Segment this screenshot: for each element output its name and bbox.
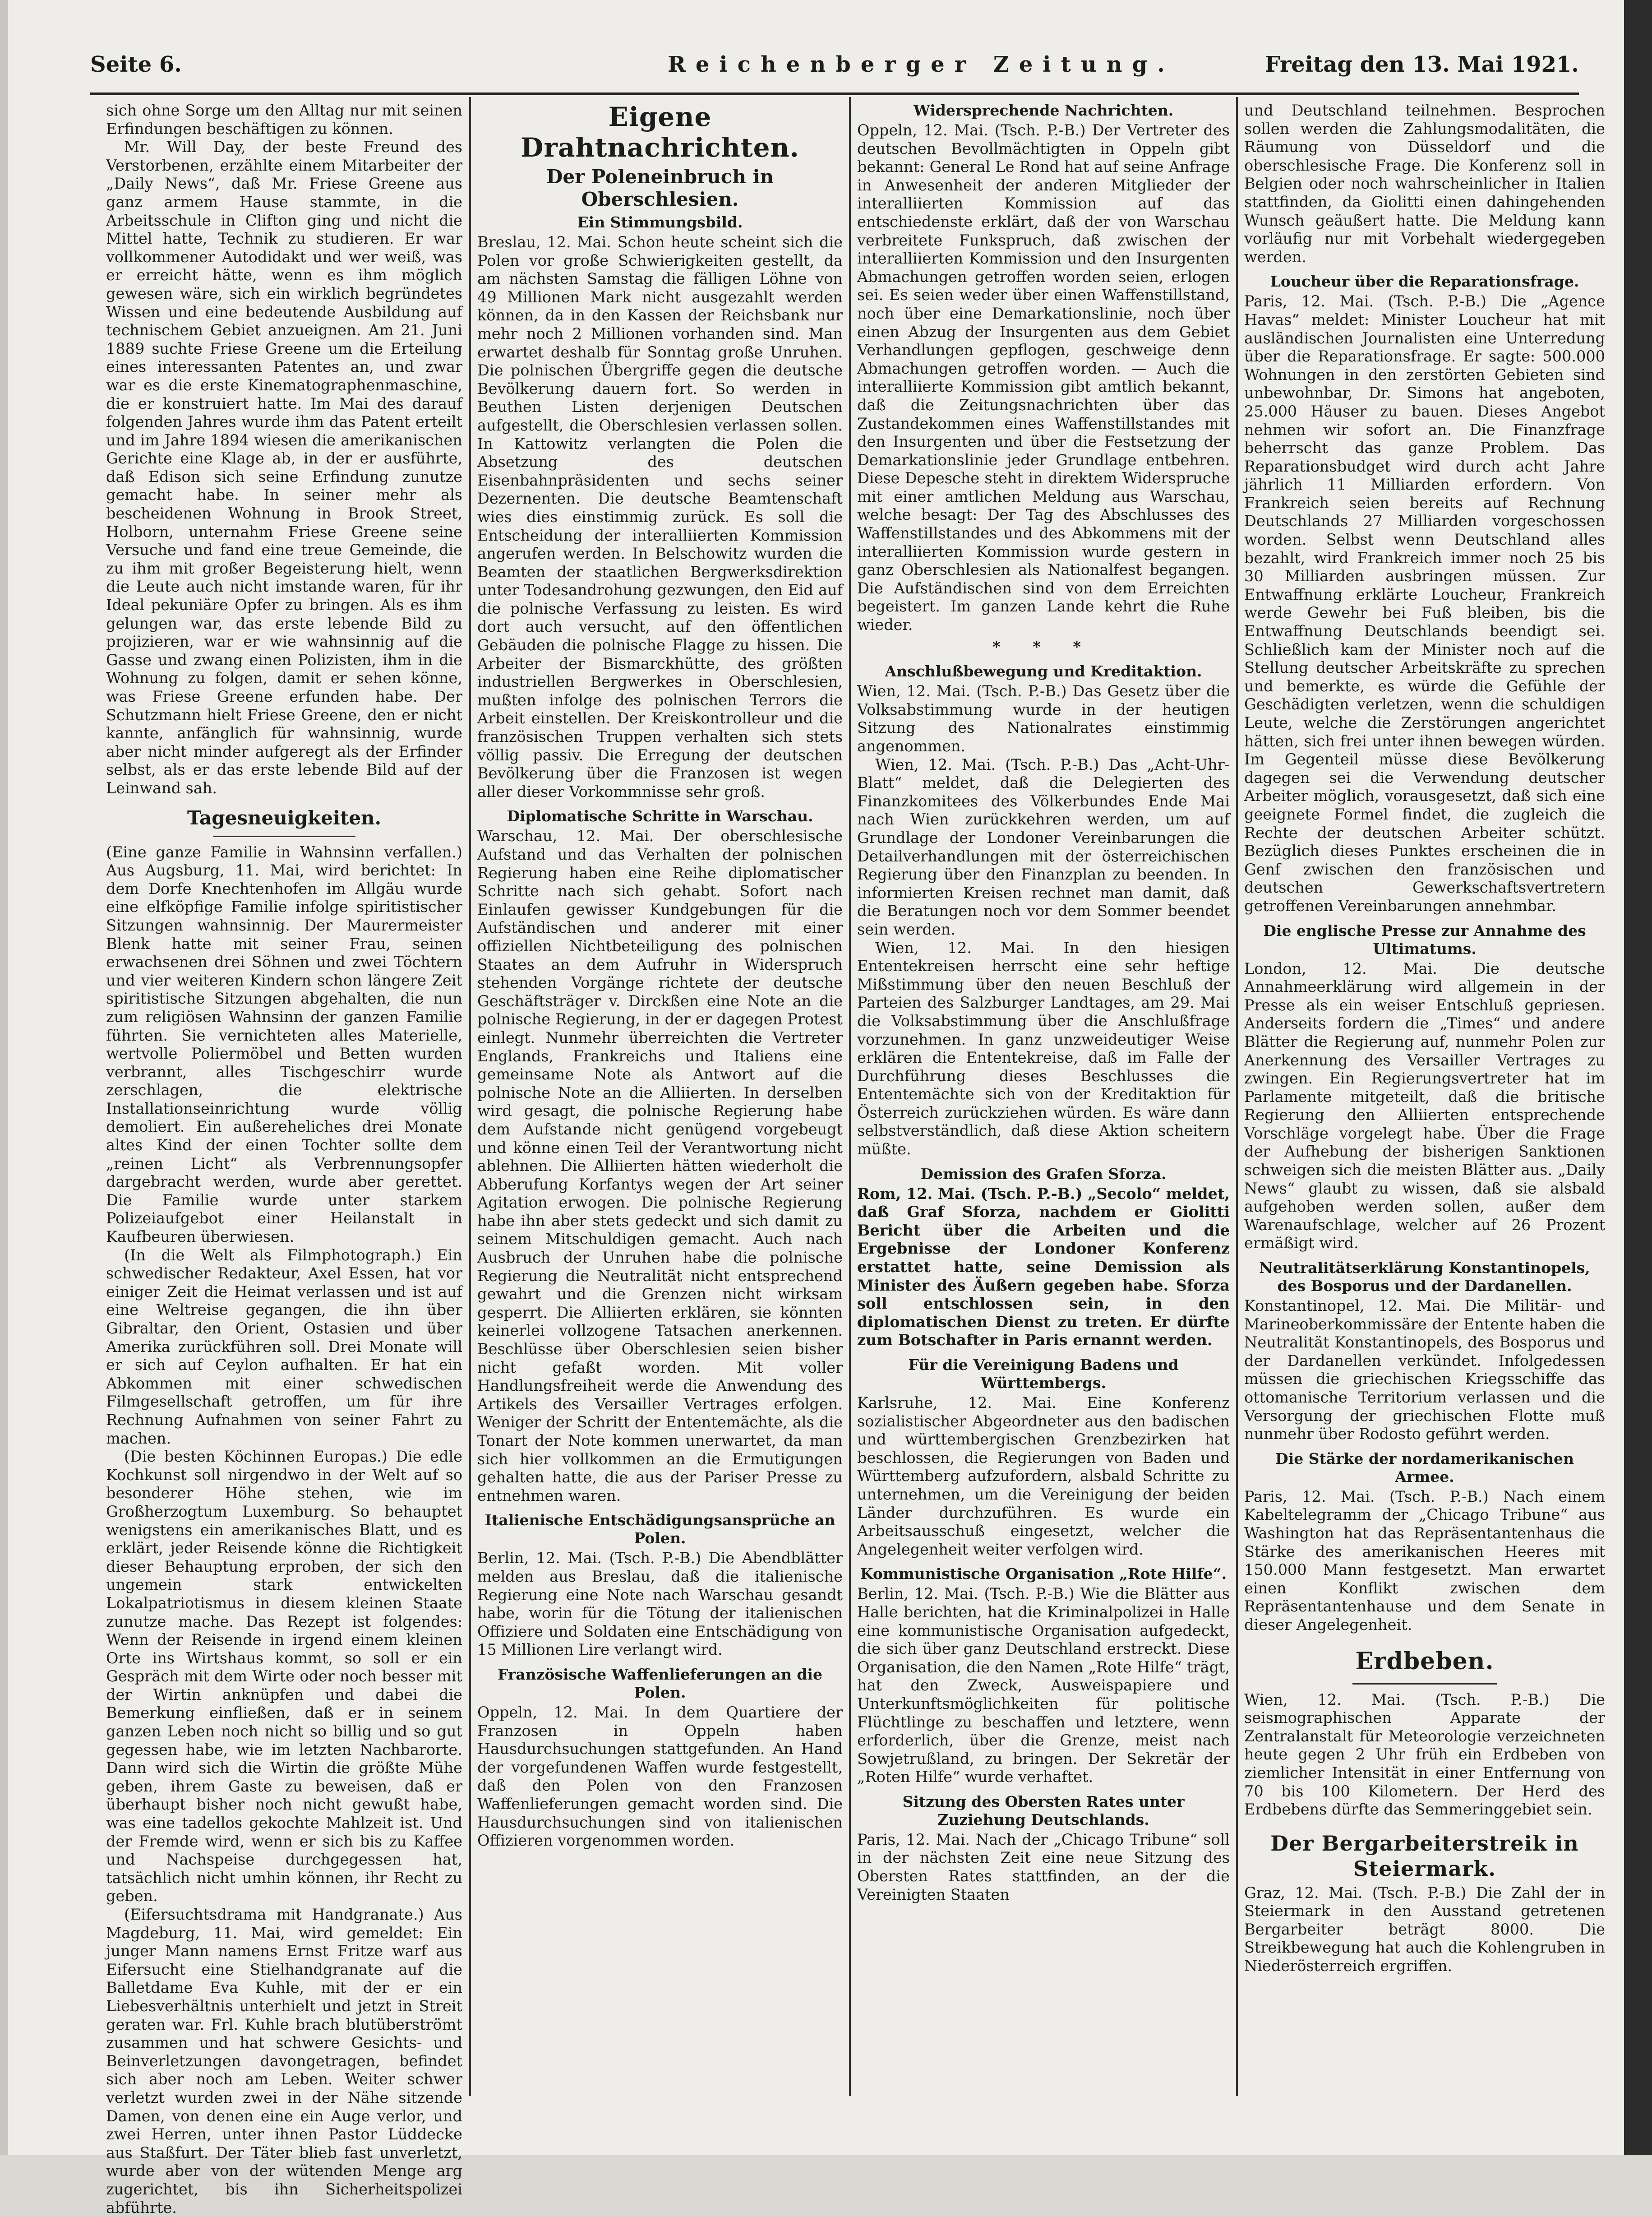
newspaper-title: Reichenberger Zeitung. (668, 52, 1175, 77)
article-text: (Eine ganze Familie in Wahnsinn verfallen.) Aus Augsburg, 11. Mai, wird berichtet: In dem Dorfe Knechtenhofen im Allgäu wurde eine elfköpfige Familie infolge spiritistischer Sitzungen wahnsinnig. Der Maurermeister Blenk hatte mit seiner Frau, seinen erwachsenen drei Söhnen und zwei Töchtern und vier weiteren Kindern schon längere Zeit spiritistische Sitzungen abgehalten, die nun zum religiösen Wahnsinn der ganzen Familie führten. Sie vernichteten alles Materielle, wertvolle Poliermöbel und Betten wurden verbrannt, alles Tischgeschirr wurde zerschlagen, die elektrische Installationseinrichtung wurde völlig demoliert. Ein außereheliches drei Monate altes Kind der einen Tochter sollte dem „reinen Licht“ als Verbrennungsopfer dargebracht werden, wurde aber gerettet. Die Familie wurde unter starkem Polizeiaufgebot einer Heilanstalt in Kaufbeuren überwiesen. (106, 843, 462, 1246)
article-headline: Die Stärke der nordamerikanischen Armee. (1275, 1449, 1574, 1486)
separator-stars: * * * (992, 638, 1094, 656)
article-text: Oppeln, 12. Mai. (Tsch. P.-B.) Der Vertreter des deutschen Bevollmächtigten in Oppeln gibt bekannt: General Le Rond hat auf seine Anfrage in Anwesenheit der anderen Mitglieder der interalliierten Kommission auf das entschiedenste erklärt, daß der von Warschau verbreitete Funkspruch, daß zwischen der interalliierten Kommission und den Insurgenten Abmachungen getroffen worden seien, erlogen sei. Es seien weder über einen Waffenstillstand, noch über eine Demarkationslinie, noch über einen Abzug der Insurgenten aus dem Gebiet Verhandlungen gepflogen, geschweige denn Abmachungen getroffen worden. — Auch die interalliierte Kommission gibt amtlich bekannt, daß die Zeitungsnachrichten über das Zustandekommen eines Waffenstillstandes mit den Insurgenten und über die Festsetzung der Demarkationslinie jeder Grundlage entbehren. Diese Depesche steht in direktem Widerspruche mit einer amtlichen Meldung aus Warschau, welche besagt: Der Tag des Abschlusses des Waffenstillstandes und des Abkommens mit der interalliierten Kommission wurde gestern in ganz Oberschlesien als Nationalfest begangen. Die Aufständischen sind von dem Erreichten begeistert. Im ganzen Lande kehrt die Ruhe wieder. (857, 121, 1230, 634)
article-text: Mr. Will Day, der beste Freund des Verstorbenen, erzählte einem Mitarbeiter der „Daily News“, daß Mr. Friese Greene aus ganz armem Hause stammte, in die Arbeitsschule in Clifton ging und nicht die Mittel hatte, Technik zu studieren. Er war vollkommener Autodidakt und wer weiß, was er erreicht hätte, wenn es ihm möglich gewesen wäre, sich ein wirklich begründetes Wissen und eine bedeutende Ausbildung auf technischem Gebiet anzueignen. Am 21. Juni 1889 suchte Friese Greene um die Erteilung eines interessanten Patentes an, und zwar war es die erste Kinematographenmaschine, die er konstruiert hatte. Im Mai des darauf folgenden Jahres wurde ihm das Patent erteilt und im Jahre 1894 wiesen die amerikanischen Gerichte eine Klage ab, in der er ausführte, daß Edison sich seine Erfindung zunutze gemacht habe. In seiner mehr als bescheidenen Wohnung in Brook Street, Holborn, unternahm Friese Greene seine Versuche und fand eine treue Gemeinde, die zu ihm mit großer Begeisterung hielt, wenn die Leute auch nicht imstande waren, für ihr Ideal pekuniäre Opfer zu bringen. Als es ihm gelungen war, das erste lebende Bild zu projizieren, war er wie wahnsinnig auf die Gasse und zwang einen Polizisten, ihm in die Wohnung zu folgen, damit er sehen könne, was Friese Greene erfunden habe. Der Schutzmann hielt Friese Greene, den er nicht kannte, anfänglich für wahnsinnig, wurde aber nicht minder aufgeregt als der Erfinder selbst, als er das erste lebende Bild auf der Leinwand sah. (106, 138, 462, 797)
column-2 (477, 102, 843, 2092)
article-text: Warschau, 12. Mai. Der oberschlesische Aufstand und das Verhalten der polnischen Regierung haben eine Reihe diplomatischer Schritte nach sich gehabt. Sofort nach Einlaufen gewisser Kundgebungen für die Aufständischen und anderer mit einer offiziellen Nichtbeteiligung des polnischen Staates an dem Aufruhr in Widerspruch stehenden Vorgänge richtete der deutsche Geschäftsträger v. Dirckßen eine Note an die polnische Regierung, in der er dagegen Protest einlegt. Nunmehr überreichten die Vertreter Englands, Frankreichs und Italiens eine gemeinsame Note als Antwort auf die polnische Note an die Alliierten. In derselben wird gesagt, die polnische Regierung habe dem Aufstande nicht genügend vorgebeugt und könne einen Teil der Verantwortung nicht ablehnen. Die Alliierten hätten wiederholt die Abberufung Korfantys wegen der Art seiner Agitation erwogen. Die polnische Regierung habe ihn aber stets gedeckt und sich damit zu seinem Mitschuldigen gemacht. Auch nach Ausbruch der Unruhen habe die polnische Regierung die Neutralität nicht entsprechend gewahrt und die Grenzen nicht wirksam gesperrt. Die Alliierten erklären, sie könnten keinerlei vollzogene Tatsachen anerkennen. Beschlüsse über Oberschlesien seien bisher nicht gefaßt worden. Mit voller Handlungsfreiheit werde die Anwendung des Artikels des Versailler Vertrages erfolgen. Weniger der Schritt der Ententemächte, als die Tonart der Note kommen unerwartet, da man sich hier vollkommen an die Ermutigungen gehalten hatte, die aus der Pariser Presse zu entnehmen waren. (477, 827, 843, 1504)
article-headline: Anschlußbewegung und Kreditaktion. (885, 662, 1202, 680)
article-headline: Der Poleneinbruch in Oberschlesien. (546, 166, 774, 210)
article-text: London, 12. Mai. Die deutsche Annahmeerklärung wird allgemein in der Presse als ein weiser Entschluß gepriesen. Anderseits fordern die „Times“ und andere Blätter die Regierung auf, nunmehr Polen zur Anerkennung des Versailler Vertrages zu zwingen. Ein Regierungsvertreter hat im Parlamente mitgeteilt, daß die britische Regierung den Alliierten entsprechende Vorschläge vorgelegt habe. Über die Frage der Aufhebung der bisherigen Sanktionen schweigen sich die meisten Blätter aus. „Daily News“ glaubt zu wissen, daß sie alsbald aufgehoben werden sollen, außer dem Warenaufschlage, welcher auf 26 Prozent ermäßigt wird. (1244, 959, 1605, 1252)
section-rule (213, 836, 355, 837)
article-text: Wien, 12. Mai. (Tsch. P.-B.) Die seismographischen Apparate der Zentralanstalt für Meteorologie verzeichneten heute gegen 2 Uhr früh ein Erdbeben von ziemlicher Intensität in einer Entfernung von 70 bis 100 Kilometern. Der Herd des Erdbebens dürfte das Semmeringgebiet sein. (1244, 1690, 1605, 1819)
article-text: sich ohne Sorge um den Alltag nur mit seinen Erfindungen beschäftigen zu können. (106, 102, 462, 138)
article-text: (Die besten Köchinnen Europas.) Die edle Kochkunst soll nirgendwo in der Welt auf so besonderer Höhe stehen, wie im Großherzogtum Luxemburg. So behauptet wenigstens ein amerikanisches Blatt, und es erklärt, jeder Reisende könne die Richtigkeit dieser Behauptung erproben, der sich den ungemein stark entwickelten Lokalpatriotismus in diesem kleinen Staate zunutze mache. Das Rezept ist folgendes: Wenn der Reisende in irgend einem kleinen Orte ins Wirtshaus kommt, so soll er ein Gespräch mit dem Wirte oder noch besser mit der Wirtin anknüpfen und dabei die Bemerkung einfließen, daß er in seinem ganzen Leben noch nicht so billig und so gut gegessen habe, wie im letzten Nachbarorte. Dann wird sich die Wirtin die größte Mühe geben, ihrem Gaste zu beweisen, daß er überhaupt bisher noch nicht gewußt habe, was eine tadellos gekochte Mahlzeit ist. Und der Fremde wird, wenn er sich bis zu Kaffee und Nachspeise durchgegessen hat, tatsächlich nicht umhin können, ihr Recht zu geben. (106, 1448, 462, 1905)
article-headline: Widersprechende Nachrichten. (913, 102, 1174, 119)
section-title: Der Bergarbeiterstreik in Steiermark. (1270, 1831, 1579, 1881)
section-rule (1352, 1683, 1497, 1685)
article-headline: Neutralitätserklärung Konstantinopels, des Bosporus und der Dardanellen. (1259, 1259, 1590, 1295)
article-headline: Für die Vereinigung Badens und Württembergs. (908, 1356, 1179, 1392)
facing-page-edge (1624, 0, 1652, 2155)
article-text: Paris, 12. Mai. (Tsch. P.-B.) Die „Agence Havas“ meldet: Minister Loucheur hat mit ausländischen Journalisten eine Unterredung über die Reparationsfrage. Er sagte: 500.000 Wohnungen in den zerstörten Gebieten sind unbewohnbar, Dr. Simons hat angeboten, 25.000 Häuser zu bauen. Dieses Angebot nehmen wir sofort an. Die Finanzfrage beherrscht das ganze Problem. Das Reparationsbudget wird durch acht Jahre jährlich 11 Milliarden erfordern. Von Frankreich seien bereits auf Rechnung Deutschlands 27 Milliarden vorgeschossen worden. Selbst wenn Deutschland alles bezahlt, wird Frankreich immer noch 25 bis 30 Milliarden ausbringen müssen. Zur Entwaffnung erklärte Loucheur, Frankreich werde Gewehr bei Fuß bleiben, bis die Entwaffnung Deutschlands beendigt sei. Schließlich kam der Minister noch auf die Stellung deutscher Arbeitskräfte zu sprechen und bemerkte, es würde die Gefühle der Geschädigten verletzen, wenn die schuldigen Leute, welche die Zerstörungen angerichtet hätten, sich frei unter ihnen bewegen würden. Im Gegenteil müsse diese Bevölkerung dagegen sei die Verwendung deutscher Arbeiter möglich, vorausgesetzt, daß sich eine geeignete Formel findet, die zugleich die Rechte der deutschen Arbeiter schützt. Bezüglich dieses Punktes erscheinen die in Genf zwischen den französischen und deutschen Gewerkschaftsvertretern getroffenen Vereinbarungen annehmbar. (1244, 292, 1605, 915)
article-headline: Französische Waffenlieferungen an die Polen. (498, 1665, 822, 1701)
article-text: (Eifersuchtsdrama mit Handgranate.) Aus Magdeburg, 11. Mai, wird gemeldet: Ein junger Mann namens Ernst Fritze warf aus Eifersucht eine Stielhandgranate auf die Balletdame Eva Kuhle, mit der er ein Liebesverhältnis unterhielt und jetzt in Streit geraten war. Frl. Kuhle brach blutüberströmt zusammen und hat schwere Gesichts- und Beinverletzungen davongetragen, befindet sich aber noch am Leben. Weiter schwer verletzt wurden zwei in der Nähe sitzende Damen, von denen eine ein Auge verlor, und zwei Herren, unter ihnen Pastor Lüddecke aus Staßfurt. Der Täter blieb fast unverletzt, wurde aber von der wütenden Menge arg zugerichtet, bis ihn Sicherheitspolizei abführte. (106, 1906, 462, 2217)
left-page-edge (0, 0, 8, 2155)
article-text: Karlsruhe, 12. Mai. Eine Konferenz sozialistischer Abgeordneter aus den badischen und württembergischen Grenzbezirken hat beschlossen, die Regierungen von Baden und Württemberg aufzufordern, alsbald Schritte zu unternehmen, um die Vereinigung der beiden Länder durchzuführen. Es wurde ein Arbeitsausschuß eingesetzt, welcher die Angelegenheit weiter verfolgen wird. (857, 1394, 1230, 1558)
page-header (90, 47, 1579, 97)
article-text: Paris, 12. Mai. Nach der „Chicago Tribune“ soll in der nächsten Zeit eine neue Sitzung des Obersten Rates stattfinden, an der die Vereinigten Staaten (857, 1830, 1230, 1903)
article-text: Wien, 12. Mai. In den hiesigen Ententekreisen herrscht eine sehr heftige Mißstimmung über den neuen Beschluß der Parteien des Salzburger Landtages, am 29. Mai die Volksabstimmung über die Anschlußfrage vorzunehmen. In ganz unzweideutiger Weise erklären die Ententekreise, daß im Falle der Durchführung dieses Beschlusses die Ententemächte sich von der Kreditaktion für Österreich zurückziehen würden. Es wäre dann selbstverständlich, daß diese Aktion scheitern müßte. (857, 939, 1230, 1158)
section-heading: Tagesneuigkeiten. (187, 806, 382, 829)
article-text: und Deutschland teilnehmen. Besprochen sollen werden die Zahlungsmodalitäten, die Räumung von Düsseldorf und die oberschlesische Frage. Die Konferenz soll in Belgien oder noch wahrscheinlicher in Italien stattfinden, da Giolitti einen dahingehenden Wunsch geäußert hatte. Die Meldung kann vorläufig nur mit Vorbehalt wiedergegeben werden. (1244, 102, 1605, 266)
article-text: Berlin, 12. Mai. (Tsch. P.-B.) Die Abendblätter melden aus Breslau, daß die italienische Regierung eine Note nach Warschau gesandt habe, worin für die Tötung der italienischen Offiziere und Soldaten eine Entschädigung von 15 Millionen Lire verlangt wird. (477, 1549, 843, 1659)
column-3 (857, 102, 1230, 2092)
header-rule (90, 93, 1579, 95)
article-headline: Loucheur über die Reparationsfrage. (1270, 273, 1579, 291)
column-rule-1 (469, 97, 471, 2096)
column-1 (106, 102, 462, 2217)
section-title: Erdbeben. (1355, 1647, 1494, 1675)
article-headline: Demission des Grafen Sforza. (920, 1165, 1167, 1183)
article-text: Rom, 12. Mai. (Tsch. P.-B.) „Secolo“ meldet, daß Graf Sforza, nachdem er Giolitti Bericht über die Arbeiten und die Ergebnisse der Londoner Konferenz erstattet hatte, seine Demission als Minister des Äußern gegeben habe. Sforza soll entschlossen sein, in den diplomatischen Dienst zu treten. Er dürfte zum Botschafter in Paris ernannt werden. (857, 1185, 1230, 1349)
article-text: Konstantinopel, 12. Mai. Die Militär- und Marineoberkommissäre der Entente haben die Neutralität Konstantinopels, des Bosporus und der Dardanellen verkündet. Infolgedessen müssen die griechischen Kriegsschiffe das ottomanische Territorium verlassen und die Versorgung der griechischen Flotte muß nunmehr über Rodosto geführt werden. (1244, 1297, 1605, 1443)
article-headline: Sitzung des Obersten Rates unter Zuziehung Deutschlands. (902, 1792, 1185, 1828)
article-text: Paris, 12. Mai. (Tsch. P.-B.) Nach einem Kabeltelegramm der „Chicago Tribune“ aus Washington hat das Repräsentantenhaus die Stärke des amerikanischen Heeres mit 150.000 Mann festgesetzt. Man erwartet einen Konflikt zwischen dem Repräsentantenhause und dem Senate in dieser Angelegenheit. (1244, 1487, 1605, 1634)
article-text: Berlin, 12. Mai. (Tsch. P.-B.) Wie die Blätter aus Halle berichten, hat die Kriminalpolizei in Halle eine kommunistische Organisation aufgedeckt, die sich über ganz Deutschland erstreckt. Diese Organisation, die den Namen „Rote Hilfe“ trägt, hat den Zweck, Ausweispapiere und Unterkunftsmöglichkeiten für politische Flüchtlinge zu beschaffen und letztere, wenn erforderlich, über die Grenze, meist nach Sowjetrußland, zu bringen. Der Sekretär der „Roten Hilfe“ wurde verhaftet. (857, 1585, 1230, 1786)
article-headline: Italienische Entschädigungsansprüche an Polen. (485, 1511, 835, 1547)
article-headline: Kommunistische Organisation „Rote Hilfe“. (860, 1565, 1227, 1583)
issue-date: Freitag den 13. Mai 1921. (1264, 52, 1579, 77)
article-subheadline: Ein Stimmungsbild. (577, 213, 743, 231)
article-text: Graz, 12. Mai. (Tsch. P.-B.) Die Zahl der in Steiermark in den Ausstand getretenen Bergarbeiter beträgt 8000. Die Streikbewegung hat auch die Kohlengruben in Niederösterreich ergriffen. (1244, 1884, 1605, 1975)
column-rule-2 (849, 97, 851, 2096)
article-text: Oppeln, 12. Mai. In dem Quartiere der Franzosen in Oppeln haben Hausdurchsuchungen stattgefunden. An Hand der vorgefundenen Waffen wurde festgestellt, daß den Polen von den Franzosen Waffenlieferungen gemacht worden sind. Die Hausdurchsuchungen sind von italienischen Offizieren vorgenommen worden. (477, 1703, 843, 1850)
section-title: Eigene Drahtnachrichten. (521, 102, 799, 163)
page-number: Seite 6. (90, 52, 182, 77)
article-text: Wien, 12. Mai. (Tsch. P.-B.) Das Gesetz über die Volksabstimmung wurde in der heutigen Sitzung des Nationalrates einstimmig angenommen. (857, 682, 1230, 755)
article-headline: Diplomatische Schritte in Warschau. (507, 807, 813, 825)
article-text: (In die Welt als Filmphotograph.) Ein schwedischer Redakteur, Axel Essen, hat vor einiger Zeit die Heimat verlassen und ist auf eine Weltreise gegangen, die ihn über Gibraltar, den Orient, Ostasien und über Amerika zurückführen soll. Drei Monate will er sich auf Ceylon aufhalten. Er hat ein Abkommen mit einer schwedischen Filmgesellschaft getroffen, um für ihre Rechnung Aufnahmen von seiner Fahrt zu machen. (106, 1246, 462, 1447)
article-text: Wien, 12. Mai. (Tsch. P.-B.) Das „Acht-Uhr-Blatt“ meldet, daß die Delegierten des Finanzkomitees des Völkerbundes Ende Mai nach Wien zurückkehren werden, um auf Grundlage der Londoner Vereinbarungen die Detailverhandlungen mit der österreichischen Regierung über den Finanzplan zu beenden. In informierten Kreisen rechnet man damit, daß die Beratungen noch vor dem Sommer beendet sein werden. (857, 755, 1230, 938)
column-4 (1244, 102, 1605, 2092)
column-rule-3 (1236, 97, 1238, 2096)
article-text: Breslau, 12. Mai. Schon heute scheint sich die Polen vor große Schwierigkeiten gestellt, da am nächsten Samstag die fälligen Löhne von 49 Millionen Mark nicht ausgezahlt werden können, da in den Kassen der Reichsbank nur mehr noch 2 Millionen vorhanden sind. Man erwartet deshalb für Sonntag große Unruhen. Die polnischen Übergriffe gegen die deutsche Bevölkerung dauern fort. So werden in Beuthen Listen derjenigen Deutschen aufgestellt, die Oberschlesien verlassen sollen. In Kattowitz verlangten die Polen die Absetzung des deutschen Eisenbahnpräsidenten und sechs seiner Dezernenten. Die deutsche Beamtenschaft wies dies einstimmig zurück. Es soll die Entscheidung der interalliierten Kommission angerufen werden. In Belschowitz wurden die Beamten der staatlichen Bergwerksdirektion unter Todesandrohung gezwungen, den Eid auf die polnische Verfassung zu leisten. Es wird dort auch versucht, auf den öffentlichen Gebäuden die polnische Flagge zu hissen. Die Arbeiter der Bismarckhütte, des größten industriellen Bergwerkes in Oberschlesien, mußten infolge des polnischen Terrors die Arbeit einstellen. Der Kreiskontrolleur und die französischen Truppen verhalten sich stets völlig passiv. Die Erregung der deutschen Bevölkerung über die Franzosen ist wegen aller dieser Vorkommnisse sehr groß. (477, 233, 843, 801)
article-headline: Die englische Presse zur Annahme des Ultimatums. (1263, 921, 1586, 958)
